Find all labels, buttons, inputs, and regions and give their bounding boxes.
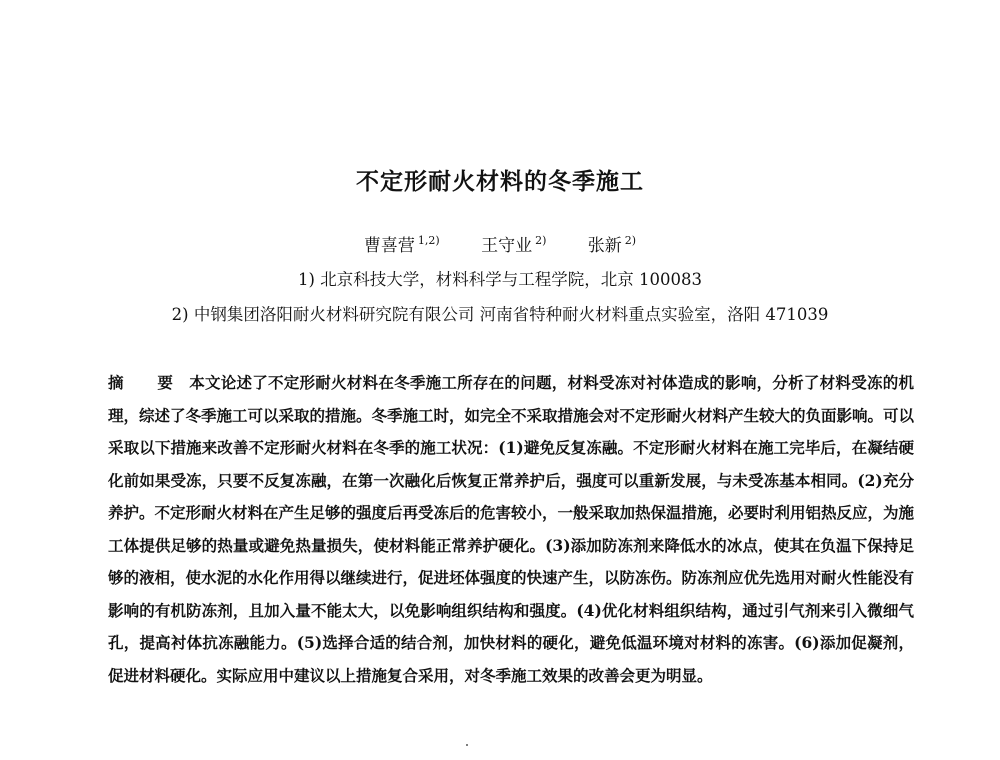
paper-title: 不定形耐火材料的冬季施工: [356, 169, 644, 195]
author-2-affiliation-mark: 2): [535, 234, 547, 247]
author-1-name: 曹喜营: [363, 236, 415, 256]
author-3-affiliation-mark: 2): [624, 234, 637, 247]
author-2-name: 王守业: [481, 236, 533, 256]
author-3: [588, 231, 636, 256]
author-1: [364, 231, 440, 256]
affiliation-1: 1) 北京科技大学，材料科学与工程学院，北京 100083: [298, 270, 702, 289]
scan-speck: [466, 744, 468, 746]
abstract-label: 摘 要: [108, 373, 188, 392]
abstract-text: 本文论述了不定形耐火材料在冬季施工所存在的问题，材料受冻对衬体造成的影响，分析了材料受冻的机理，综述了冬季施工可以采取的措施。冬季施工时，如完全不采取措施会对不定形耐火材料产生较大的负面影响。可以采取以下措施来改善不定形耐火材料在冬季的施工状况：(1)避免反复冻融。不定形耐火材料在施工完毕后，在凝结硬化前如果受冻，只要不反复冻融，在第一次融化后恢复正常养护后，强度可以重新发展，与未受冻基本相同。(2)充分养护。不定形耐火材料在产生足够的强度后再受冻后的危害较小，一般采取加热保温措施，必要时利用铝热反应，为施工体提供足够的热量或避免热量损失，使材料能正常养护硬化。(3)添加防冻剂来降低水的冰点，使其在负温下保持足够的液相，使水泥的水化作用得以继续进行，促进坯体强度的快速产生，以防冻伤。防冻剂应优先选用对耐火性能没有影响的有机防冻剂，且加入量不能太大，以免影响组织结构和强度。(4)优化材料组织结构，通过引气剂来引入微细气孔，提高衬体抗冻融能力。(5)选择合适的结合剂，加快材料的硬化，避免低温环境对材料的冻害。(6)添加促凝剂，促进材料硬化。实际应用中建议以上措施复合采用，对冬季施工效果的改善会更为明显。: [108, 373, 915, 685]
abstract: [108, 367, 914, 692]
author-list: [0, 231, 1000, 256]
author-3-name: 张新: [587, 236, 622, 256]
author-1-affiliation-mark: 1,2): [417, 234, 440, 247]
affiliation-2: 2) 中钢集团洛阳耐火材料研究院有限公司 河南省特种耐火材料重点实验室，洛阳 471039: [171, 305, 829, 324]
author-2: [481, 231, 546, 256]
